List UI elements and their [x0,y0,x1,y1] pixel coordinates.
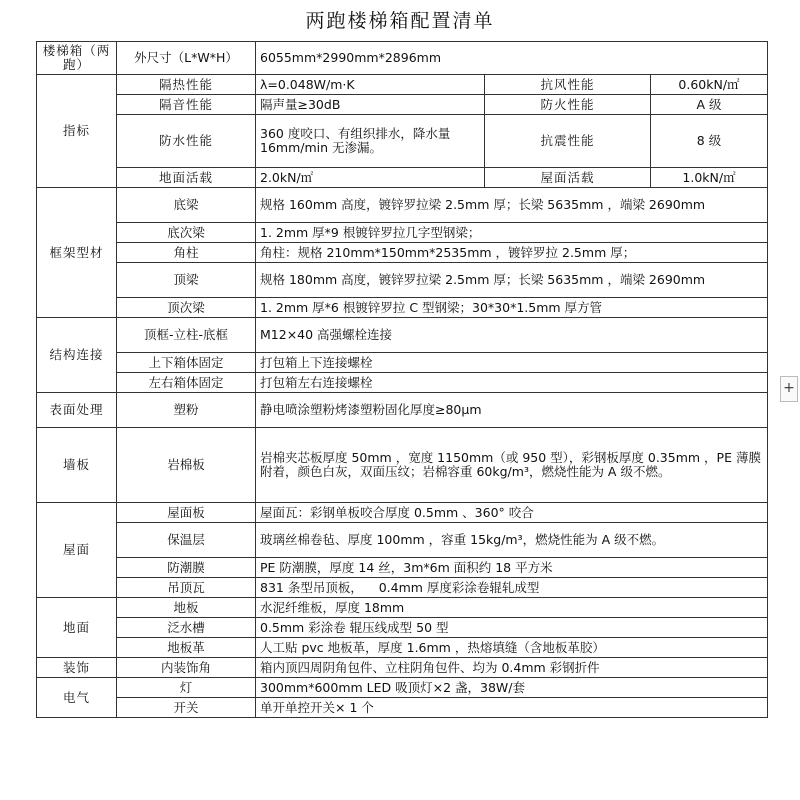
item-cell: 上下箱体固定 [117,353,256,373]
item-cell: 灯 [117,678,256,698]
item-cell: 防水性能 [117,115,256,168]
table-row [37,428,768,503]
value-cell: 屋面瓦：彩钢单板咬合厚度 0.5mm 、360° 咬合 [256,503,768,523]
category-cell: 电气 [37,678,117,718]
category-cell: 表面处理 [37,393,117,428]
item-cell: 屋面板 [117,503,256,523]
item-cell: 隔热性能 [117,75,256,95]
item-cell: 底次梁 [117,223,256,243]
table-row [37,243,768,263]
table-row [37,318,768,353]
value-cell: 831 条型吊顶板， 0.4mm 厚度彩涂卷辊轧成型 [256,578,768,598]
item-cell: 顶次梁 [117,298,256,318]
table-row [37,393,768,428]
category-cell: 楼梯箱（两跑） [37,42,117,75]
item-cell: 泛水槽 [117,618,256,638]
value-cell: 打包箱左右连接螺栓 [256,373,768,393]
value-cell: 单开单控开关× 1 个 [256,698,768,718]
item-cell: 地板革 [117,638,256,658]
table-row [37,373,768,393]
item-cell: 开关 [117,698,256,718]
value-cell: 角柱：规格 210mm*150mm*2535mm ，镀锌罗拉 2.5mm 厚； [256,243,768,263]
table-row [37,75,768,95]
item-cell: 防潮膜 [117,558,256,578]
table-row [37,678,768,698]
item-cell: 岩棉板 [117,428,256,503]
value-cell: 360 度咬口、有组织排水，降水量 16mm/min 无渗漏。 [256,115,485,168]
value-cell: M12×40 高强螺栓连接 [256,318,768,353]
value-cell: 隔声量≥30dB [256,95,485,115]
table-row [37,263,768,298]
table-row [37,503,768,523]
table-row [37,558,768,578]
item-cell: 顶梁 [117,263,256,298]
value-cell: 规格 180mm 高度，镀锌罗拉梁 2.5mm 厚；长梁 5635mm ，端梁 2690mm [256,263,768,298]
item-cell: 塑粉 [117,393,256,428]
item-cell: 保温层 [117,523,256,558]
value-cell: 1. 2mm 厚*9 根镀锌罗拉几字型钢梁； [256,223,768,243]
value-cell: 玻璃丝棉卷毡、厚度 100mm ，容重 15kg/m³，燃烧性能为 A 级不燃。 [256,523,768,558]
item-cell: 屋面活载 [485,168,651,188]
category-cell: 屋面 [37,503,117,598]
table-row [37,95,768,115]
add-button[interactable]: + [780,376,798,402]
value-cell: 岩棉夹芯板厚度 50mm ，宽度 1150mm（或 950 型），彩钢板厚度 0.35mm ，PE 薄膜附着，颜色白灰，双面压纹；岩棉容重 60kg/m³，燃烧性能为 A 级不燃。 [256,428,768,503]
item-cell: 内装饰角 [117,658,256,678]
item-cell: 地板 [117,598,256,618]
item-cell: 顶框-立柱-底框 [117,318,256,353]
value-cell: 300mm*600mm LED 吸顶灯×2 盏，38W/套 [256,678,768,698]
item-cell: 角柱 [117,243,256,263]
item-cell: 隔音性能 [117,95,256,115]
table-row [37,223,768,243]
page-title: 两跑楼梯箱配置清单 [305,10,495,32]
table-row [37,523,768,558]
value-cell: 1. 2mm 厚*6 根镀锌罗拉 C 型钢梁；30*30*1.5mm 厚方管 [256,298,768,318]
value-cell: 0.60kN/㎡ [651,75,768,95]
value-cell: A 级 [651,95,768,115]
table-row [37,188,768,223]
value-cell: PE 防潮膜，厚度 14 丝，3m*6m 面积约 18 平方米 [256,558,768,578]
category-cell: 结构连接 [37,318,117,393]
value-cell: 水泥纤维板，厚度 18mm [256,598,768,618]
item-cell: 抗风性能 [485,75,651,95]
config-table [36,41,768,718]
value-cell: 打包箱上下连接螺栓 [256,353,768,373]
table-row [37,353,768,373]
table-row [37,698,768,718]
item-cell: 抗震性能 [485,115,651,168]
table-row [37,638,768,658]
category-cell: 装饰 [37,658,117,678]
category-cell: 地面 [37,598,117,658]
table-row [37,298,768,318]
table-row [37,618,768,638]
value-cell: 静电喷涂塑粉烤漆塑粉固化厚度≥80μm [256,393,768,428]
item-cell: 外尺寸（L*W*H） [117,42,256,75]
item-cell: 地面活载 [117,168,256,188]
item-cell: 防火性能 [485,95,651,115]
value-cell: 人工贴 pvc 地板革，厚度 1.6mm ，热熔填缝（含地板革胶） [256,638,768,658]
item-cell: 左右箱体固定 [117,373,256,393]
value-cell: 8 级 [651,115,768,168]
item-cell: 底梁 [117,188,256,223]
item-cell: 吊顶瓦 [117,578,256,598]
table-row [37,42,768,75]
value-cell: 6055mm*2990mm*2896mm [256,42,768,75]
table-row [37,658,768,678]
category-cell: 墙板 [37,428,117,503]
table-row [37,578,768,598]
value-cell: 规格 160mm 高度，镀锌罗拉梁 2.5mm 厚；长梁 5635mm ，端梁 2690mm [256,188,768,223]
category-cell: 指标 [37,75,117,188]
value-cell: λ=0.048W/m·K [256,75,485,95]
table-row [37,168,768,188]
value-cell: 1.0kN/㎡ [651,168,768,188]
value-cell: 箱内顶四周阴角包件、立柱阴角包件、均为 0.4mm 彩钢折件 [256,658,768,678]
value-cell: 0.5mm 彩涂卷 辊压线成型 50 型 [256,618,768,638]
value-cell: 2.0kN/㎡ [256,168,485,188]
table-row [37,598,768,618]
category-cell: 框架型材 [37,188,117,318]
